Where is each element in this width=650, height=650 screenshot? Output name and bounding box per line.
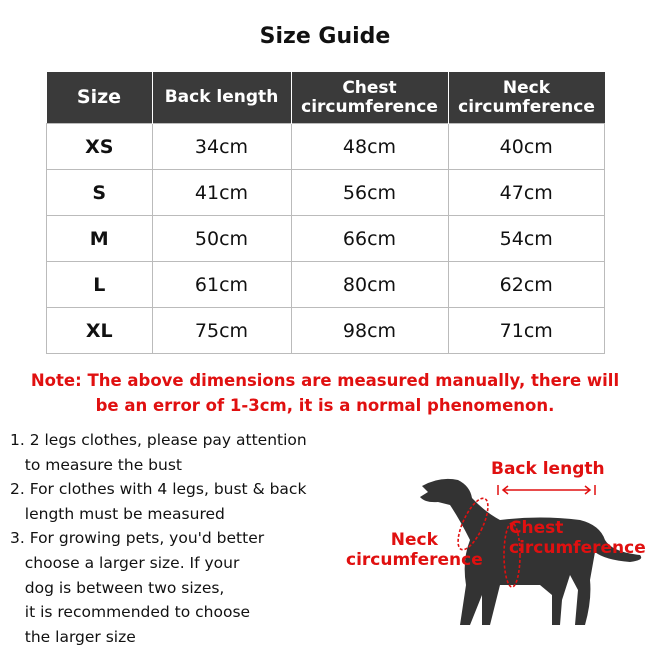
header-chest: Chest circumference (291, 72, 448, 124)
back-length-cell: 61cm (152, 262, 291, 308)
table-row (47, 124, 605, 170)
chest-label-line: Chest (509, 518, 564, 538)
back-length-cell: 34cm (152, 124, 291, 170)
back-length-cell: 50cm (152, 216, 291, 262)
table-row (47, 262, 605, 308)
size-cell: XS (47, 124, 153, 170)
neck-cell: 47cm (448, 170, 605, 216)
chest-cell: 98cm (291, 308, 448, 354)
header-size: Size (47, 72, 153, 124)
chest-label (509, 518, 646, 558)
instruction-line: length must be measured (10, 504, 225, 523)
instruction-line: to measure the bust (10, 455, 182, 474)
instruction-line: 3. For growing pets, you'd better (10, 529, 265, 548)
instruction-line: 1. 2 legs clothes, please pay attention (10, 431, 307, 449)
size-cell: XL (47, 308, 153, 354)
instruction-line: it is recommended to choose (10, 603, 251, 622)
chest-cell: 80cm (291, 262, 448, 308)
neck-label (346, 530, 483, 570)
back-length-cell: 75cm (152, 308, 291, 354)
table-row (47, 308, 605, 354)
size-cell: S (47, 170, 153, 216)
back-length-label: Back length (491, 459, 605, 479)
instruction-line: 2. For clothes with 4 legs, bust & back (10, 480, 307, 499)
note (0, 368, 650, 418)
instructions (10, 428, 307, 649)
neck-label-line: circumference (346, 550, 483, 570)
neck-label-line: Neck (390, 530, 438, 550)
table-row (47, 170, 605, 216)
chest-cell: 56cm (291, 170, 448, 216)
note-line: be an error of 1-3cm, it is a normal phenomenon. (95, 396, 555, 415)
size-cell: L (47, 262, 153, 308)
back-length-cell: 41cm (152, 170, 291, 216)
note-line: Note: The above dimensions are measured manually, there will (30, 371, 620, 390)
instruction-line: the larger size (10, 627, 136, 646)
header-back-length: Back length (152, 72, 291, 124)
neck-cell: 54cm (448, 216, 605, 262)
table-header (47, 72, 605, 124)
header-neck: Neck circumference (448, 72, 605, 124)
chest-cell: 66cm (291, 216, 448, 262)
chest-cell: 48cm (291, 124, 448, 170)
page-title: Size Guide (259, 24, 391, 49)
table-row (47, 216, 605, 262)
instruction-line: dog is between two sizes, (10, 578, 225, 597)
neck-cell: 40cm (448, 124, 605, 170)
chest-label-line: circumference (509, 538, 646, 558)
neck-cell: 62cm (448, 262, 605, 308)
instruction-line: choose a larger size. If your (10, 553, 240, 572)
size-cell: M (47, 216, 153, 262)
size-table (46, 72, 605, 354)
neck-cell: 71cm (448, 308, 605, 354)
